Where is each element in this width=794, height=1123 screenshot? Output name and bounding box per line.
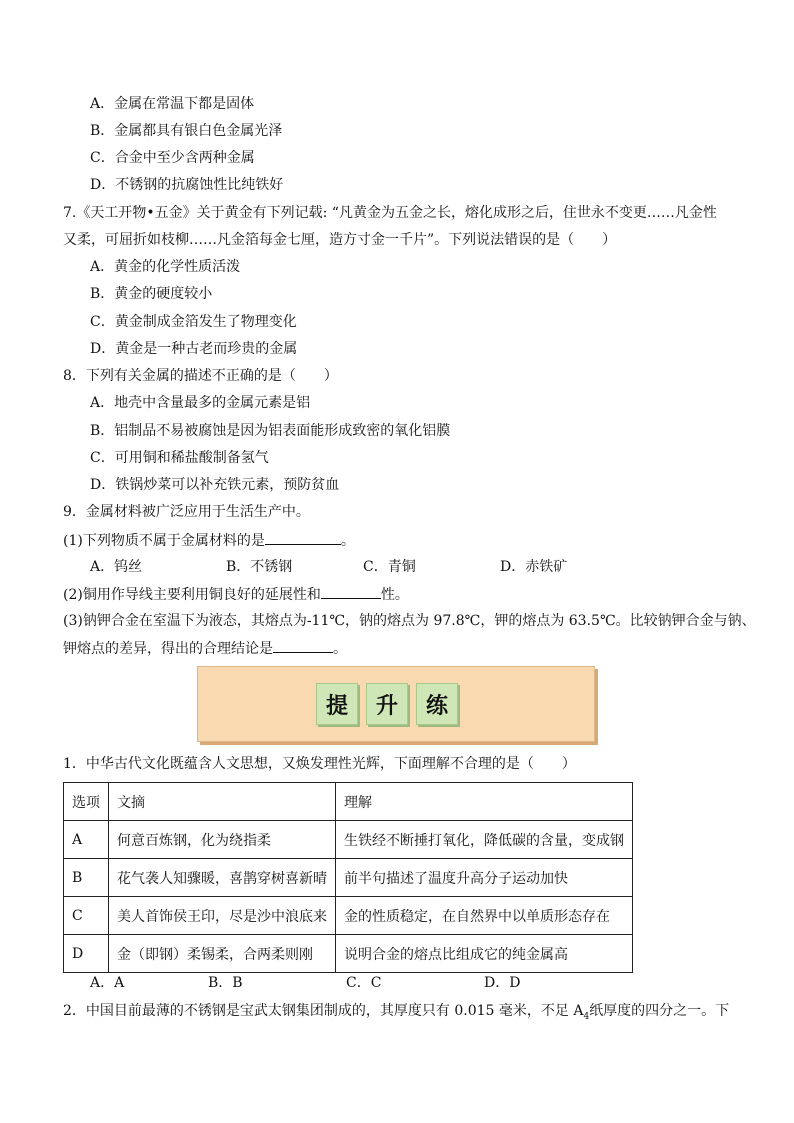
t1-answer-options: [90, 973, 520, 993]
table-header-cell: 理解: [336, 783, 633, 821]
q7-option-a: A．黄金的化学性质活泼: [90, 259, 241, 275]
answer-blank[interactable]: [265, 530, 341, 545]
table-cell: 花气袭人知骤暖，喜鹊穿树喜新晴: [109, 859, 336, 897]
q9-part2-end: 性。: [380, 587, 409, 603]
table-header-row: [64, 783, 633, 821]
q7-option-c: C．黄金制成金箔发生了物理变化: [90, 314, 297, 330]
answer-blank[interactable]: [273, 638, 333, 653]
table-row: [64, 859, 633, 897]
table-header-cell: 文摘: [109, 783, 336, 821]
table-cell: 生铁经不断捶打氧化，降低碳的含量，变成钢: [336, 821, 633, 859]
t2-stem: [63, 1001, 729, 1027]
q7-option-d: D．黄金是一种古老而珍贵的金属: [90, 341, 298, 357]
t2-stem-text: 2．中国目前最薄的不锈钢是宝武太钢集团制成的，其厚度只有 0.015 毫米，不足 A: [63, 1003, 584, 1019]
table-cell: A: [64, 821, 109, 859]
t2-stem-text-end: 纸厚度的四分之一。下: [589, 1003, 730, 1019]
table-row: [64, 821, 633, 859]
table-cell: 金（即钢）柔锡柔，合两柔则刚: [109, 935, 336, 973]
q9-part3-line1: (3)钠钾合金在室温下为液态，其熔点为-11℃，钠的熔点为 97.8℃，钾的熔点为 63.5℃。比较钠钾合金与钠、: [63, 613, 756, 629]
banner-char: 提: [316, 683, 358, 725]
table-cell: B: [64, 859, 109, 897]
table-row: [64, 935, 633, 973]
q8-option-a: A．地壳中含量最多的金属元素是铝: [90, 395, 311, 411]
q8-option-c: C．可用铜和稀盐酸制备氢气: [90, 450, 269, 466]
q9-part1-end: 。: [340, 533, 355, 549]
q6-option-b: B．金属都具有银白色金属光泽: [90, 123, 283, 139]
banner-char: 升: [366, 683, 408, 725]
t1-option-a: A．A: [90, 975, 125, 991]
table-cell: 金的性质稳定，在自然界中以单质形态存在: [336, 897, 633, 935]
t1-table: [63, 782, 633, 973]
answer-blank[interactable]: [321, 584, 381, 599]
q7-stem-line2: 又柔，可屈折如枝柳……凡金箔每金七厘，造方寸金一千片”。下列说法错误的是（ ）: [63, 232, 617, 248]
t2-stem-subscript: 4: [583, 1011, 590, 1022]
q8-stem: 8．下列有关金属的描述不正确的是（ ）: [63, 368, 338, 384]
q9-part3-text: 钾熔点的差异，得出的合理结论是: [63, 641, 273, 657]
t1-option-d: D．D: [484, 975, 521, 991]
q9-stem: 9．金属材料被广泛应用于生活生产中。: [63, 504, 310, 520]
q9-part2: [63, 584, 409, 605]
q9-part1: [63, 530, 355, 551]
table-cell: D: [64, 935, 109, 973]
table-cell: 美人首饰侯王印，尽是沙中浪底来: [109, 897, 336, 935]
q9-option-a: A．钨丝: [90, 559, 143, 575]
q9-part3-end: 。: [333, 641, 347, 657]
banner-title: [316, 683, 462, 727]
q9-option-b: B．不锈钢: [226, 559, 293, 575]
q6-option-a: A．金属在常温下都是固体: [90, 96, 255, 112]
table-cell: 说明合金的熔点比组成它的纯金属高: [336, 935, 633, 973]
q6-option-d: D．不锈钢的抗腐蚀性比纯铁好: [90, 177, 284, 193]
t1-option-c: C．C: [346, 975, 382, 991]
t1-option-b: B．B: [208, 975, 243, 991]
q9-option-c: C．青铜: [363, 559, 416, 575]
table-header-cell: 选项: [64, 783, 109, 821]
q7-option-b: B．黄金的硬度较小: [90, 286, 213, 302]
q9-part3-line2: [63, 638, 347, 659]
table-cell: C: [64, 897, 109, 935]
t1-stem: 1．中华古代文化既蕴含人文思想，又焕发理性光辉，下面理解不合理的是（ ）: [63, 756, 576, 772]
q9-part2-text: (2)铜用作导线主要利用铜良好的延展性和: [63, 587, 321, 603]
q9-part1-options: [90, 557, 567, 577]
section-banner: [197, 666, 595, 742]
q6-option-c: C．合金中至少含两种金属: [90, 150, 255, 166]
q8-option-b: B．铝制品不易被腐蚀是因为铝表面能形成致密的氧化铝膜: [90, 423, 451, 439]
q9-option-d: D．赤铁矿: [500, 559, 568, 575]
banner-char: 练: [416, 683, 458, 725]
table-row: [64, 897, 633, 935]
q9-part1-text: (1)下列物质不属于金属材料的是: [63, 533, 265, 549]
table-cell: 何意百炼钢，化为绕指柔: [109, 821, 336, 859]
q7-stem-line1: 7.《天工开物•五金》关于黄金有下列记载: “凡黄金为五金之长，熔化成形之后，住世永不变更……凡金性: [63, 205, 717, 221]
q8-option-d: D．铁锅炒菜可以补充铁元素，预防贫血: [90, 477, 340, 493]
table-cell: 前半句描述了温度升高分子运动加快: [336, 859, 633, 897]
